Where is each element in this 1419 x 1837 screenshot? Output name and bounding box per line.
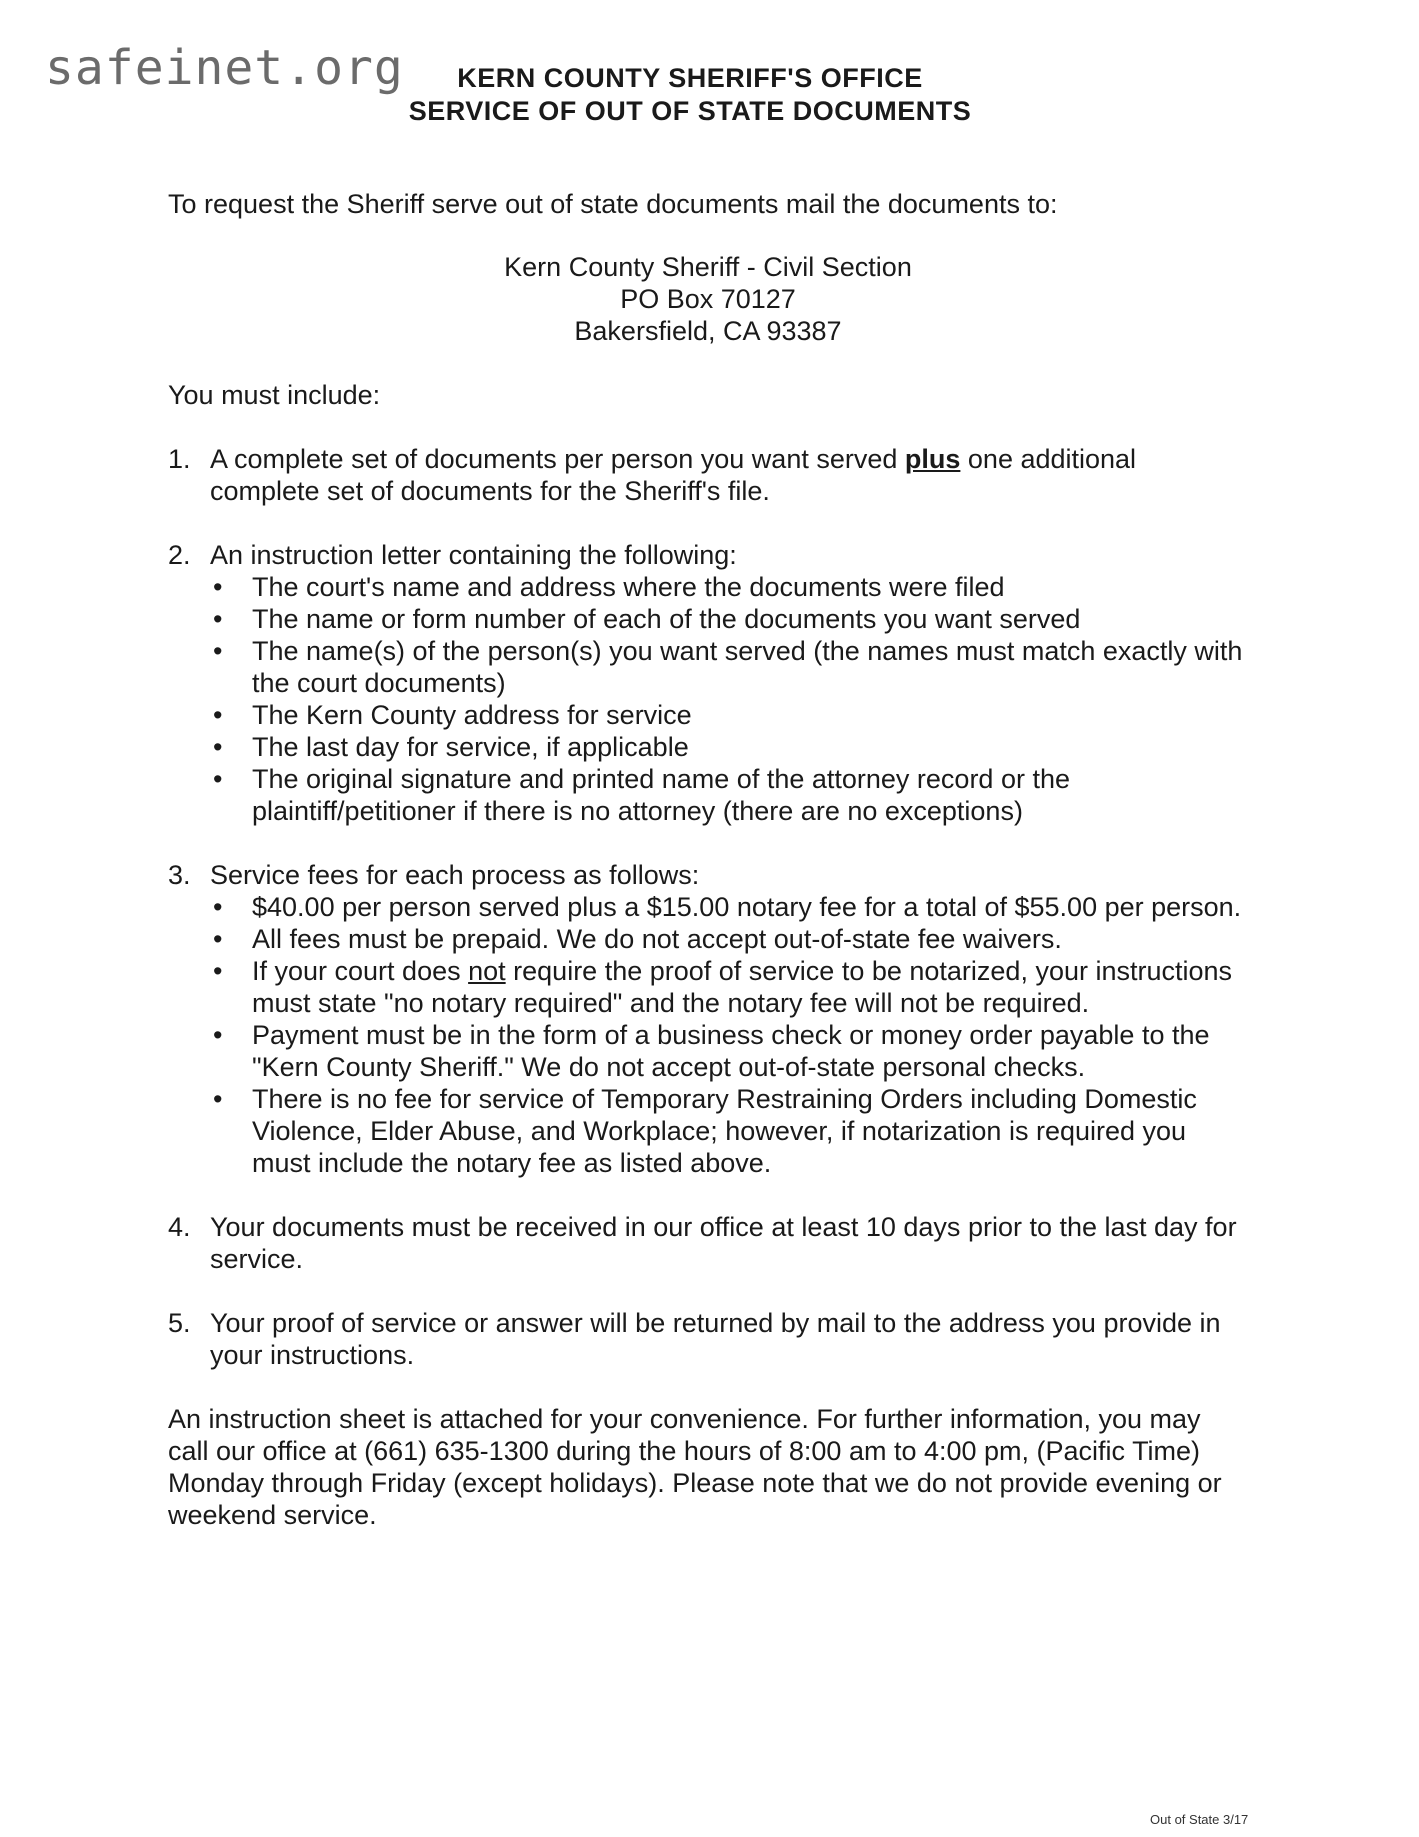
bullet-item: [210, 571, 1248, 603]
emphasis-not: not: [468, 956, 506, 986]
bullet-text: require the proof of service to be notarized, your instructions must state "no notary required" and the notary fee will not be required.: [252, 956, 1233, 1018]
bullet-item: [210, 891, 1248, 923]
bullet-glyph: •: [213, 924, 223, 954]
bullet-item: [210, 955, 1248, 1019]
instruction-letter-bullets: [210, 571, 1248, 827]
bullet-glyph: •: [213, 892, 223, 922]
bullet-item: [210, 1019, 1248, 1083]
item-text: A complete set of documents per person you want served: [210, 444, 905, 474]
footer-revision: Out of State 3/17: [1150, 1812, 1249, 1827]
bullet-item: [210, 699, 1248, 731]
item-text: Service fees for each process as follows:: [210, 860, 700, 890]
mailing-address: [168, 251, 1248, 347]
document-header: [0, 62, 1380, 128]
bullet-glyph: •: [213, 1084, 223, 1114]
bullet-glyph: •: [213, 700, 223, 730]
bullet-glyph: •: [213, 604, 223, 634]
item-text: one additional complete set of documents for the Sheriff's file.: [210, 444, 1137, 506]
bullet-glyph: •: [213, 956, 223, 986]
closing-paragraph: An instruction sheet is attached for your convenience. For further information, you may call our office at (661) 635-1300 during the hours of 8:00 am to 4:00 pm, (Pacific Time) Monday through Friday (except holidays). Please note that we do not provide evening or weekend service.: [168, 1404, 1222, 1530]
must-include-label: You must include:: [168, 380, 381, 410]
bullet-glyph: •: [213, 572, 223, 602]
requirements-list: [168, 443, 1248, 1371]
item-number: 1.: [168, 444, 191, 474]
item-number: 5.: [168, 1308, 191, 1338]
bullet-text: $40.00 per person served plus a $15.00 notary fee for a total of $55.00 per person.: [252, 892, 1242, 922]
watermark: safeinet.org: [45, 40, 404, 96]
bullet-text: Payment must be in the form of a business check or money order payable to the "Kern County Sheriff." We do not accept out-of-state personal checks.: [252, 1020, 1210, 1082]
item-text: Your proof of service or answer will be returned by mail to the address you provide in your instructions.: [210, 1308, 1221, 1370]
emphasis-plus: plus: [904, 444, 961, 474]
bullet-text: There is no fee for service of Temporary Restraining Orders including Domestic Violence, Elder Abuse, and Workplace; however, if notarization is required you must include the notary fee as listed above.: [252, 1084, 1197, 1178]
bullet-item: [210, 731, 1248, 763]
bullet-text: All fees must be prepaid. We do not accept out-of-state fee waivers.: [252, 924, 1062, 954]
address-line-1: Kern County Sheriff - Civil Section: [504, 252, 912, 282]
header-title: SERVICE OF OUT OF STATE DOCUMENTS: [408, 96, 972, 126]
bullet-item: [210, 1083, 1248, 1179]
item-text: An instruction letter containing the following:: [210, 540, 737, 570]
bullet-glyph: •: [213, 764, 223, 794]
bullet-glyph: •: [213, 732, 223, 762]
bullet-text: The court's name and address where the documents were filed: [252, 572, 1005, 602]
document-body: [168, 188, 1248, 1558]
bullet-glyph: •: [213, 636, 223, 666]
bullet-text: The original signature and printed name of the attorney record or the plaintiff/petitioner if there is no attorney (there are no exceptions): [252, 764, 1070, 826]
item-text: Your documents must be received in our office at least 10 days prior to the last day for service.: [210, 1212, 1237, 1274]
bullet-glyph: •: [213, 1020, 223, 1050]
intro-text: To request the Sheriff serve out of state documents mail the documents to:: [168, 189, 1058, 219]
address-line-2: PO Box 70127: [620, 284, 796, 314]
bullet-text: The name or form number of each of the documents you want served: [252, 604, 1081, 634]
header-office: KERN COUNTY SHERIFF'S OFFICE: [457, 63, 923, 93]
bullet-item: [210, 603, 1248, 635]
requirement-2: [168, 539, 1248, 827]
bullet-text: The last day for service, if applicable: [252, 732, 689, 762]
service-fee-bullets: [210, 891, 1248, 1179]
bullet-item: [210, 635, 1248, 699]
item-number: 3.: [168, 860, 191, 890]
bullet-text: The Kern County address for service: [252, 700, 692, 730]
bullet-text: If your court does: [252, 956, 469, 986]
bullet-text: The name(s) of the person(s) you want served (the names must match exactly with the court documents): [252, 636, 1243, 698]
item-number: 2.: [168, 540, 191, 570]
requirement-5: [168, 1307, 1248, 1371]
requirement-4: [168, 1211, 1248, 1275]
address-line-3: Bakersfield, CA 93387: [574, 316, 842, 346]
item-number: 4.: [168, 1212, 191, 1242]
bullet-item: [210, 923, 1248, 955]
requirement-3: [168, 859, 1248, 1179]
bullet-item: [210, 763, 1248, 827]
requirement-1: [168, 443, 1248, 507]
